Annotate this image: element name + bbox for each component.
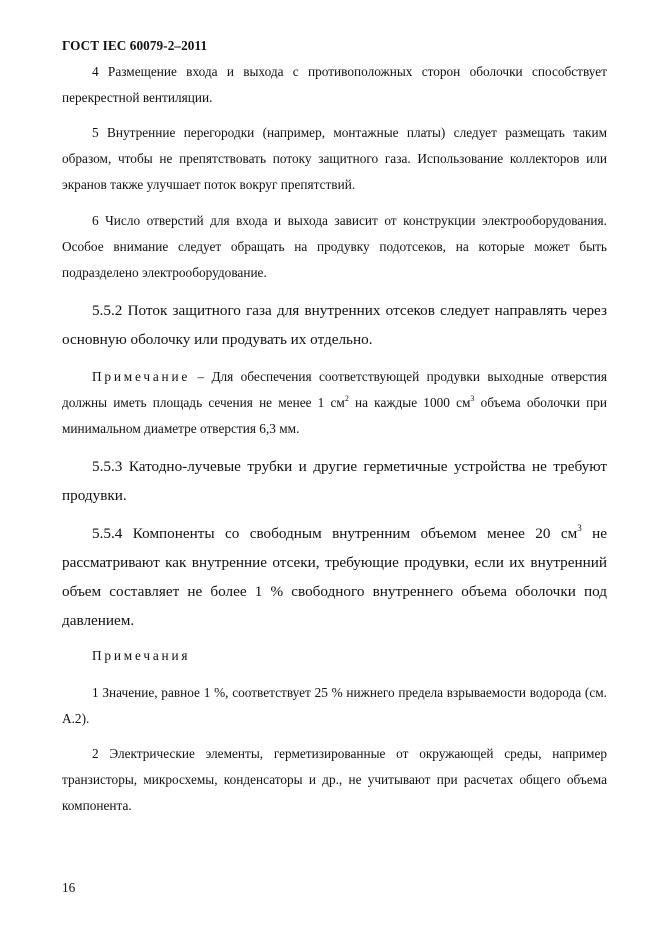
note-text-part-2: на каждые 1000 см	[348, 395, 471, 410]
note-1: 1 Значение, равное 1 %, соответствует 25 % нижнего предела взрываемости водорода (см. А.2).	[62, 685, 607, 726]
note-text-part-1: – Для обеспечения соответствующей продувки выходные отверстия должны иметь площадь сечения не менее 1 см	[62, 369, 607, 410]
notes-heading	[62, 643, 607, 669]
note-2: 2 Электрические элементы, герметизированные от окружающей среды, например транзисторы, микросхемы, конденсаторы и др., не учитывают при расчетах общего объема компонента.	[62, 746, 607, 813]
paragraph-4: 4 Размещение входа и выхода с противоположных сторон оболочки способствует перекрестной вентиляции.	[62, 64, 607, 105]
note-superscript-2: 2	[344, 394, 349, 403]
section-5-5-4-text-part-2: не рассматривают как внутренние отсеки, требующие продувки, если их внутренний объем составляет не более 1 % свободного внутреннего объема оболочки под давлением.	[62, 525, 607, 629]
standard-header: ГОСТ IEC 60079-2–2011	[62, 38, 208, 53]
section-5-5-4-superscript: 3	[577, 523, 582, 533]
paragraph-5: 5 Внутренние перегородки (например, монтажные платы) следует размещать таким образом, чтобы не препятствовать потоку защитного газа. Использование коллекторов или экранов также улучшает поток вокруг препятствий.	[62, 125, 607, 192]
note-label: Примечание	[92, 369, 191, 384]
section-5-5-4	[62, 519, 607, 635]
note-5-5-2	[62, 364, 607, 442]
notes-label: Примечания	[92, 648, 191, 663]
section-5-5-2: 5.5.2 Поток защитного газа для внутренних отсеков следует направлять через основную оболочку или продувать их отдельно.	[62, 302, 607, 348]
page-number: 16	[62, 880, 76, 895]
section-5-5-4-text-part-1: 5.5.4 Компоненты со свободным внутренним объемом менее 20 см	[92, 525, 578, 542]
note-text-part-3: объема оболочки при минимальном диаметре отверстия 6,3 мм.	[62, 395, 607, 436]
note-superscript-3: 3	[470, 394, 475, 403]
paragraph-6: 6 Число отверстий для входа и выхода зависит от конструкции электрооборудования. Особое внимание следует обращать на продувку подотсеков, на которые может быть подразделено электрооборудование.	[62, 213, 607, 280]
section-5-5-3: 5.5.3 Катодно-лучевые трубки и другие герметичные устройства не требуют продувки.	[62, 458, 607, 504]
